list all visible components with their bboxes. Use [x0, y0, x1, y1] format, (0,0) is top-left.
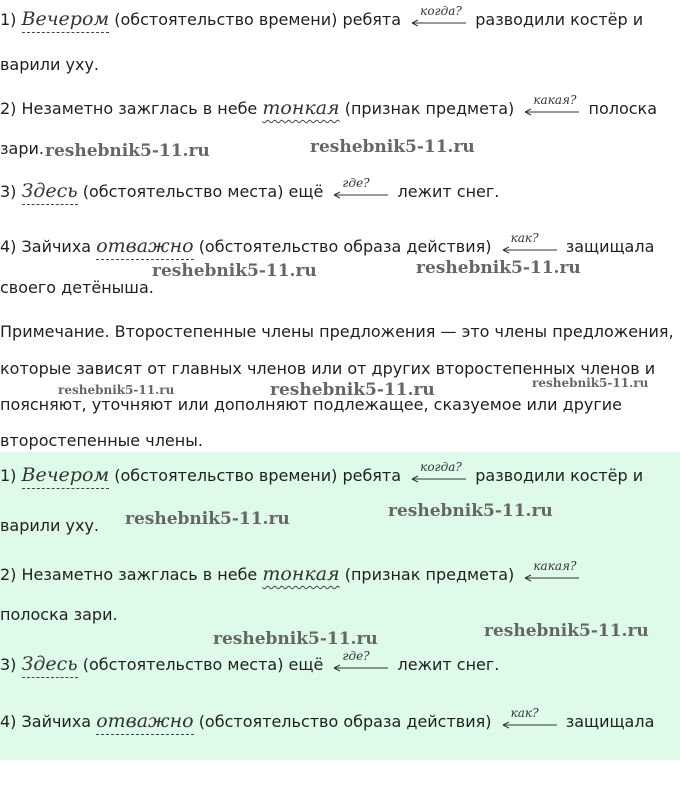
sentence-number: 4) Зайчиха [0, 712, 92, 731]
adverbial-word: Вечером [22, 464, 110, 489]
left-arrow-icon [523, 574, 579, 582]
question-label: какая? [533, 92, 577, 107]
sentence-tail: разводили костёр и [475, 466, 644, 485]
question-label: какая? [533, 558, 577, 573]
grammar-role: (обстоятельство места) ещё [82, 182, 324, 201]
note-line-1: Примечание. Второстепенные члены предложения — это члены предложения, [0, 322, 674, 341]
note-line-2: которые зависят от главных членов или от других второстепенных членов и [0, 359, 656, 378]
note-line-3: поясняют, уточняют или дополняют подлежащее, сказуемое или другие [0, 395, 622, 414]
watermark: reshebnik5-11.ru [270, 380, 435, 400]
question-arrow [523, 558, 579, 583]
green-sentence-3 [0, 648, 500, 676]
sentence-tail: полоска [588, 99, 658, 118]
question-label: где? [342, 175, 370, 190]
top-sentence-2-line-1 [0, 92, 658, 120]
question-label: как? [510, 230, 539, 245]
grammar-role: (обстоятельство времени) ребята [114, 466, 402, 485]
adverbial-word: Здесь [22, 653, 78, 678]
adverbial-word: отважно [96, 710, 193, 735]
sentence-tail: защищала [565, 237, 655, 256]
left-arrow-icon [410, 19, 466, 27]
left-arrow-icon [332, 664, 388, 672]
watermark: reshebnik5-11.ru [310, 137, 475, 157]
note-line-4: второстепенные члены. [0, 431, 203, 450]
question-arrow [332, 648, 388, 673]
sentence-number: 1) [0, 466, 17, 485]
question-label: когда? [420, 459, 462, 474]
adverbial-word: Вечером [22, 8, 110, 33]
grammar-role: (обстоятельство времени) ребята [114, 10, 402, 29]
grammar-role: (признак предмета) [344, 565, 515, 584]
green-sentence-2-line-2: полоска зари. [0, 605, 118, 624]
watermark: reshebnik5-11.ru [58, 383, 175, 397]
sentence-number: 4) Зайчиха [0, 237, 92, 256]
sentence-tail: лежит снег. [397, 182, 500, 201]
watermark: reshebnik5-11.ru [213, 629, 378, 649]
attribute-word: тонкая [262, 97, 340, 119]
watermark: reshebnik5-11.ru [416, 258, 581, 278]
green-sentence-4 [0, 705, 655, 733]
top-sentence-4-line-1 [0, 230, 655, 258]
watermark: reshebnik5-11.ru [45, 141, 210, 161]
sentence-tail: защищала [565, 712, 655, 731]
top-sentence-3 [0, 175, 500, 203]
question-label: как? [510, 705, 539, 720]
top-sentence-1-line-1 [0, 3, 644, 31]
grammar-role: (обстоятельство места) ещё [82, 655, 324, 674]
grammar-role: (признак предмета) [344, 99, 515, 118]
watermark: reshebnik5-11.ru [152, 261, 317, 281]
left-arrow-icon [523, 108, 579, 116]
sentence-number: 3) [0, 655, 17, 674]
left-arrow-icon [410, 475, 466, 483]
adverbial-word: отважно [96, 235, 193, 260]
question-arrow [410, 459, 466, 484]
watermark: reshebnik5-11.ru [532, 376, 649, 390]
top-sentence-1-line-2: варили уху. [0, 55, 99, 74]
question-arrow [332, 175, 388, 200]
adverbial-word: Здесь [22, 180, 78, 205]
watermark: reshebnik5-11.ru [388, 501, 553, 521]
watermark: reshebnik5-11.ru [484, 621, 649, 641]
attribute-word: тонкая [262, 563, 340, 585]
question-arrow [501, 705, 557, 730]
question-arrow [501, 230, 557, 255]
grammar-role: (обстоятельство образа действия) [198, 712, 492, 731]
sentence-number: 1) [0, 10, 17, 29]
left-arrow-icon [501, 721, 557, 729]
watermark: reshebnik5-11.ru [125, 509, 290, 529]
sentence-number: 3) [0, 182, 17, 201]
grammar-role: (обстоятельство образа действия) [198, 237, 492, 256]
top-sentence-2-line-2: зари. [0, 139, 44, 158]
green-sentence-2-line-1 [0, 558, 583, 586]
top-sentence-4-line-2: своего детёныша. [0, 278, 154, 297]
question-arrow [523, 92, 579, 117]
green-sentence-1-line-1 [0, 459, 644, 487]
green-sentence-1-line-2: варили уху. [0, 516, 99, 535]
sentence-tail: лежит снег. [397, 655, 500, 674]
question-label: когда? [420, 3, 462, 18]
left-arrow-icon [501, 246, 557, 254]
left-arrow-icon [332, 191, 388, 199]
sentence-number: 2) Незаметно зажглась в небе [0, 565, 258, 584]
question-arrow [410, 3, 466, 28]
question-label: где? [342, 648, 370, 663]
sentence-number: 2) Незаметно зажглась в небе [0, 99, 258, 118]
sentence-tail: разводили костёр и [475, 10, 644, 29]
